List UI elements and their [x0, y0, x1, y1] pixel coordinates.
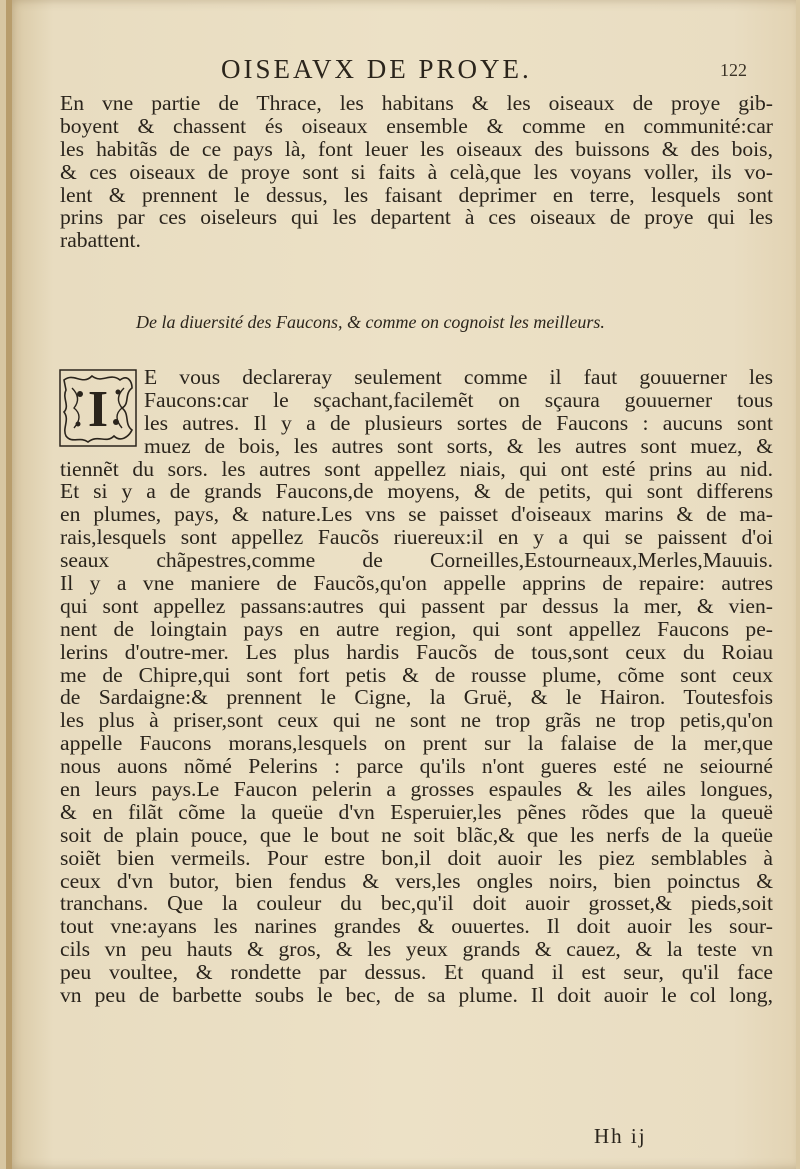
book-page: [6, 0, 796, 1169]
text-line: tout vne:ayans les narines grandes & ouuertes. Il doit auoir les sour-: [60, 914, 773, 939]
text-line: muez de bois, les autres sont sorts, & les autres sont muez, &: [144, 433, 773, 458]
text-line: ceux d'vn butor, bien fendus & vers,les ongles noirs, bien poinctus &: [60, 868, 773, 893]
text-line: nous auons nõmé Pelerins : parce qu'ils n'ont gueres esté ne seiourné: [60, 754, 773, 779]
text-line: tranchans. Que la couleur du bec,qu'il doit auoir grosset,& pieds,soit: [60, 891, 773, 916]
page-number: 122: [720, 60, 747, 80]
text-line: E vous declareray seulement comme il faut gouuerner les: [144, 365, 773, 389]
text-line: prins par ces oiseleurs qui les departent à ces oiseaux de proye qui les: [60, 205, 773, 230]
text-line: & en filãt cõme la queüe d'vn Esperuier,les pẽnes rõdes que la queuë: [60, 799, 773, 824]
text-line: Faucons:car le sçachant,facilemẽt on sçaura gouuerner tous: [144, 387, 773, 412]
text-line: rabattent.: [60, 228, 141, 253]
text-line: en plumes, pays, & nature.Les vns se paisset d'oiseaux marins & de ma-: [60, 502, 773, 527]
text-line: boyent & chassent és oiseaux ensemble & comme en communité:car: [60, 113, 773, 138]
text-line: les plus à priser,sont ceux qui ne sont ne trop grãs ne trop petis,qu'on: [60, 708, 773, 733]
text-line: soit de plain pouce, que le bout ne soit blãc,& que les nerfs de la queüe: [60, 822, 773, 847]
text-line: Et si y a de grands Faucons,de moyens, & de petits, qui sont differens: [60, 479, 773, 504]
chapter-heading: De la diuersité des Faucons, & comme on cognoist les meilleurs.: [136, 312, 605, 332]
paragraph-faucons: [60, 366, 773, 1007]
page-spine-edge: [6, 0, 12, 1169]
text-line: tiennẽt du sors. les autres sont appellez niais, qui ont esté prins au nid.: [60, 456, 773, 481]
text-line: seaux chãpestres,comme de Corneilles,Estourneaux,Merles,Mauuis.: [60, 548, 773, 573]
text-line: appelle Faucons morans,lesquels on prent sur la falaise de la mer,que: [60, 731, 773, 756]
text-line: & ces oiseaux de proye sont si faits à celà,que les voyans voller, ils vo-: [60, 159, 773, 184]
text-line: cils vn peu hauts & gros, & les yeux grands & cauez, & la teste vn: [60, 937, 773, 962]
signature-mark: Hh ij: [594, 1124, 647, 1148]
text-line: rais,lesquels sont appellez Faucõs riuereux:il en y a qui se paissent d'oi: [60, 525, 773, 550]
text-line: nent de loingtain pays en autre region, qui sont appellez Faucons pe-: [60, 616, 773, 641]
paragraph-thrace: [60, 92, 773, 252]
dropcap-letter: I: [87, 381, 109, 438]
text-line: lent & prennent le dessus, les faisant deprimer en terre, lesquels sont: [60, 182, 773, 207]
text-line: peu voultee, & rondette par dessus. Et quand il est seur, qu'il face: [60, 960, 773, 985]
text-line: vn peu de barbette soubs le bec, de sa plume. Il doit auoir le col long,: [60, 983, 773, 1008]
running-title: OISEAVX DE PROYE.: [221, 54, 532, 84]
text-line: qui sont appellez passans:autres qui passent par dessus la mer, & vien-: [60, 593, 773, 618]
text-line: En vne partie de Thrace, les habitans & les oiseaux de proye gib-: [60, 91, 773, 115]
text-line: soiẽt bien vermeils. Pour estre bon,il doit auoir les piez semblables à: [60, 845, 773, 870]
text-line: me de Chipre,qui sont fort petis & de rousse plume, cõme sont ceux: [60, 662, 773, 687]
text-line: de Sardaigne:& prennent le Cigne, la Gruë, & le Hairon. Toutesfois: [60, 685, 773, 710]
text-line: les habitãs de ce pays là, font leuer les oiseaux des buissons & des bois,: [60, 136, 773, 161]
text-line: lerins d'outre-mer. Les plus hardis Faucõs de tous,sont ceux du Roiau: [60, 639, 773, 664]
text-line: les autres. Il y a de plusieurs sortes de Faucons : aucuns sont: [144, 410, 773, 435]
page-header: [6, 54, 796, 88]
text-line: Il y a vne maniere de Faucõs,qu'on appelle apprins de repaire: autres: [60, 571, 773, 596]
text-line: en leurs pays.Le Faucon pelerin a grosses espaules & les ailes longues,: [60, 777, 773, 802]
